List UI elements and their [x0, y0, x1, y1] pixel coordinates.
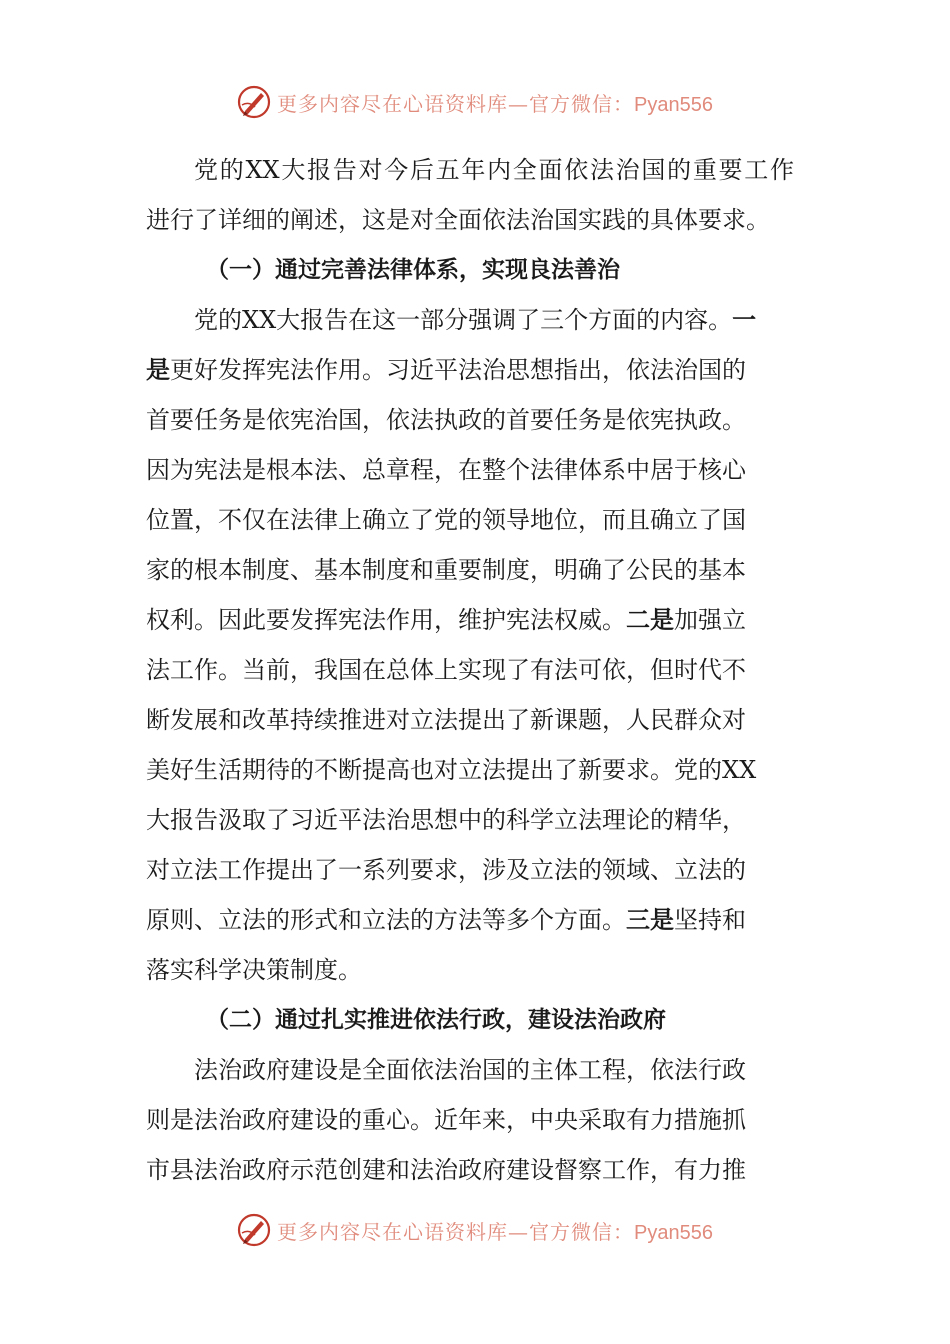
paragraph-line: 党的XX大报告对今后五年内全面依法治国的重要工作 [194, 156, 794, 184]
pen-logo-icon [237, 85, 271, 119]
paragraph-line: 权利。因此要发挥宪法作用，维护宪法权威。二是加强立 [146, 605, 746, 634]
paragraph-line: 位置，不仅在法律上确立了党的领导地位，而且确立了国 [146, 506, 746, 534]
paragraph-line: 家的根本制度、基本制度和重要制度，明确了公民的基本 [146, 556, 746, 584]
pen-logo-icon [237, 1213, 271, 1247]
paragraph-line: 落实科学决策制度。 [146, 956, 362, 984]
paragraph-line: 法治政府建设是全面依法治国的主体工程，依法行政 [194, 1056, 746, 1084]
paragraph-line: 党的XX大报告在这一部分强调了三个方面的内容。一 [194, 305, 757, 334]
section-heading: （一）通过完善法律体系，实现良法善治 [206, 257, 620, 283]
paragraph-line: 是更好发挥宪法作用。习近平法治思想指出，依法治国的 [146, 355, 746, 384]
document-body [146, 145, 794, 1195]
paragraph-line: 断发展和改革持续推进对立法提出了新课题，人民群众对 [146, 706, 746, 734]
paragraph-line: 首要任务是依宪治国，依法执政的首要任务是依宪执政。 [146, 406, 746, 434]
paragraph-line: 大报告汲取了习近平法治思想中的科学立法理论的精华， [146, 806, 746, 834]
watermark-text: 更多内容尽在心语资料库—官方微信：Pyan556 [277, 91, 713, 116]
watermark-text: 更多内容尽在心语资料库—官方微信：Pyan556 [277, 1219, 713, 1244]
paragraph-line: 因为宪法是根本法、总章程，在整个法律体系中居于核心 [146, 456, 746, 484]
footer-watermark [0, 1208, 950, 1252]
paragraph-line: 则是法治政府建设的重心。近年来，中央采取有力措施抓 [146, 1106, 746, 1134]
paragraph-line: 进行了详细的阐述，这是对全面依法治国实践的具体要求。 [146, 206, 770, 234]
paragraph-line: 市县法治政府示范创建和法治政府建设督察工作，有力推 [146, 1156, 746, 1184]
header-watermark [0, 80, 950, 124]
paragraph-line: 对立法工作提出了一系列要求，涉及立法的领域、立法的 [146, 856, 746, 884]
section-heading: （二）通过扎实推进依法行政，建设法治政府 [206, 1007, 666, 1033]
paragraph-line: 原则、立法的形式和立法的方法等多个方面。三是坚持和 [146, 905, 746, 934]
paragraph-line: 美好生活期待的不断提高也对立法提出了新要求。党的XX [146, 756, 757, 784]
paragraph-line: 法工作。当前，我国在总体上实现了有法可依，但时代不 [146, 656, 746, 684]
